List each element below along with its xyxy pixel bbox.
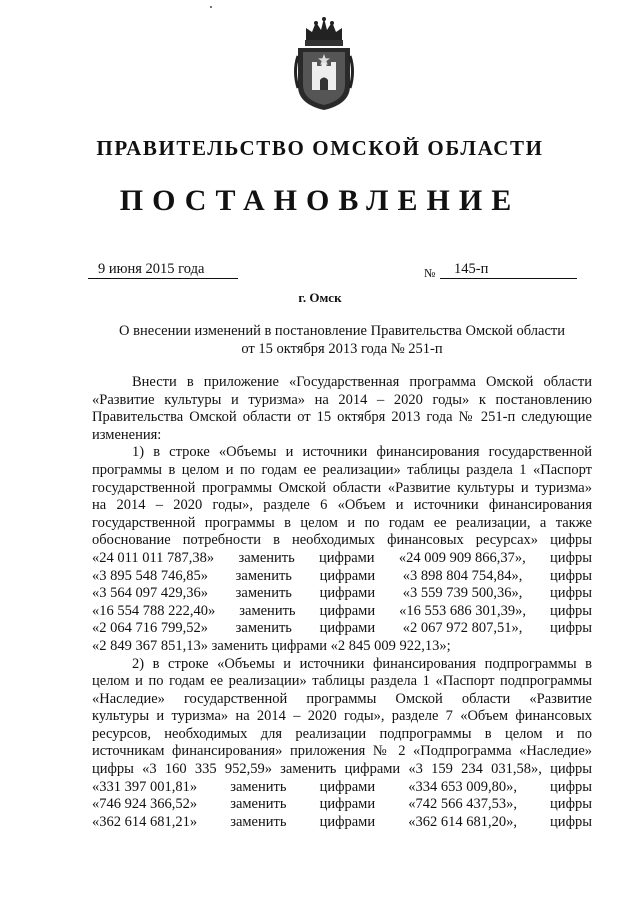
with-figures-word: цифрами	[319, 585, 376, 602]
body-line: обоснование потребности в необходимых финансовых ресурсах» цифры	[92, 532, 592, 549]
body-line: цифры «3 160 335 952,59» заменить цифрами «3 159 234 031,58», цифры	[92, 761, 592, 778]
amount-replacement-row	[92, 620, 592, 638]
decree-number-label: №	[424, 266, 436, 280]
decree-date: 9 июня 2015 года	[88, 260, 238, 279]
body-line: программы в целом и по годам ее реализации» таблицы раздела 1 «Паспорт	[92, 461, 592, 478]
body-line: 1) в строке «Объемы и источники финансирования государственной	[132, 444, 592, 461]
old-amount: «2 064 716 799,52»	[92, 620, 208, 637]
figures-word: цифры	[550, 778, 592, 795]
old-amount: «16 554 788 222,40»	[92, 602, 216, 619]
replace-word: заменить	[235, 567, 292, 584]
body-line: «Развитие культуры и туризма» на 2014 – 2020 годы» к постановлению	[92, 391, 592, 408]
old-amount: «3 895 548 746,85»	[92, 567, 208, 584]
with-figures-word: цифрами	[319, 778, 376, 795]
decree-subject	[92, 322, 592, 358]
figures-word: цифры	[550, 796, 592, 813]
decree-number: 145-п	[440, 260, 577, 279]
amount-replacement-row	[92, 796, 592, 814]
body-line: 2) в строке «Объемы и источники финансирования подпрограммы в	[132, 655, 592, 672]
figures-word: цифры	[550, 549, 592, 566]
old-amount: «331 397 001,81»	[92, 778, 198, 795]
body-line: на 2014 – 2020 годы», разделе 6 «Объем и источники финансирования	[92, 497, 592, 514]
body-line: «Наследие» государственной программы Омской области «Развитие	[92, 690, 592, 707]
new-amount: «16 553 686 301,39»,	[399, 602, 527, 619]
body-line: «2 849 367 851,13» заменить цифрами «2 845 009 922,13»;	[92, 637, 451, 654]
government-title: ПРАВИТЕЛЬСТВО ОМСКОЙ ОБЛАСТИ	[96, 136, 544, 160]
new-amount: «362 614 681,20»,	[408, 813, 517, 830]
amount-replacement-row	[92, 779, 592, 797]
city-label: г. Омск	[298, 290, 342, 305]
body-line: государственной программы Омской области «Развитие культуры и туризма»	[92, 479, 592, 496]
figures-word: цифры	[550, 567, 592, 584]
body-line: Правительства Омской области от 15 октября 2013 года № 251-п следующие	[92, 409, 592, 426]
new-amount: «3 559 739 500,36»,	[402, 585, 523, 602]
body-line: источникам финансирования» приложения № 2 «Подпрограмма «Наследие»	[92, 743, 592, 760]
with-figures-word: цифрами	[319, 549, 375, 566]
old-amount: «3 564 097 429,36»	[92, 585, 208, 602]
amount-replacement-row	[92, 814, 592, 832]
body-line: культуры и туризма» на 2014 – 2020 годы», разделе 7 «Объем финансовых	[92, 708, 592, 725]
replace-word: заменить	[235, 620, 292, 637]
amount-replacement-row	[92, 585, 592, 603]
document-type-title: ПОСТАНОВЛЕНИЕ	[119, 184, 521, 217]
replace-word: заменить	[235, 585, 292, 602]
body-line: Внести в приложение «Государственная программа Омской области	[132, 374, 592, 390]
body-line: государственной программы в целом и по годам ее реализации, а также	[92, 514, 592, 531]
replace-word: заменить	[230, 796, 287, 813]
body-line: ресурсов, необходимых для реализации подпрограммы в целом и по	[92, 725, 592, 742]
old-amount: «746 924 366,52»	[92, 796, 198, 813]
figures-word: цифры	[550, 585, 592, 602]
with-figures-word: цифрами	[319, 602, 376, 619]
body-line: целом и по годам ее реализации» таблицы раздела 1 «Паспорт подпрограммы	[92, 673, 592, 690]
body-line: изменения:	[92, 426, 162, 443]
new-amount: «24 009 909 866,37»,	[398, 549, 526, 566]
coat-of-arms-emblem	[292, 16, 356, 112]
amount-replacement-row	[92, 550, 592, 568]
figures-word: цифры	[550, 602, 592, 619]
decree-body	[92, 374, 592, 831]
figures-word: цифры	[550, 620, 592, 637]
figures-word: цифры	[550, 813, 592, 830]
with-figures-word: цифрами	[319, 567, 376, 584]
amount-replacement-row	[92, 568, 592, 586]
subject-line: О внесении изменений в постановление Правительства Омской области	[119, 323, 565, 339]
replace-word: заменить	[239, 602, 296, 619]
new-amount: «742 566 437,53»,	[408, 796, 517, 813]
old-amount: «362 614 681,21»	[92, 813, 198, 830]
with-figures-word: цифрами	[319, 813, 376, 830]
scan-speck	[210, 6, 212, 8]
with-figures-word: цифрами	[319, 796, 376, 813]
amount-replacement-row	[92, 603, 592, 621]
new-amount: «334 653 009,80»,	[408, 778, 517, 795]
replace-word: заменить	[230, 778, 287, 795]
new-amount: «2 067 972 807,51»,	[402, 620, 523, 637]
with-figures-word: цифрами	[319, 620, 376, 637]
old-amount: «24 011 011 787,38»	[92, 549, 215, 566]
replace-word: заменить	[230, 813, 287, 830]
new-amount: «3 898 804 754,84»,	[402, 567, 523, 584]
replace-word: заменить	[238, 549, 295, 566]
subject-line: от 15 октября 2013 года № 251-п	[241, 341, 443, 357]
